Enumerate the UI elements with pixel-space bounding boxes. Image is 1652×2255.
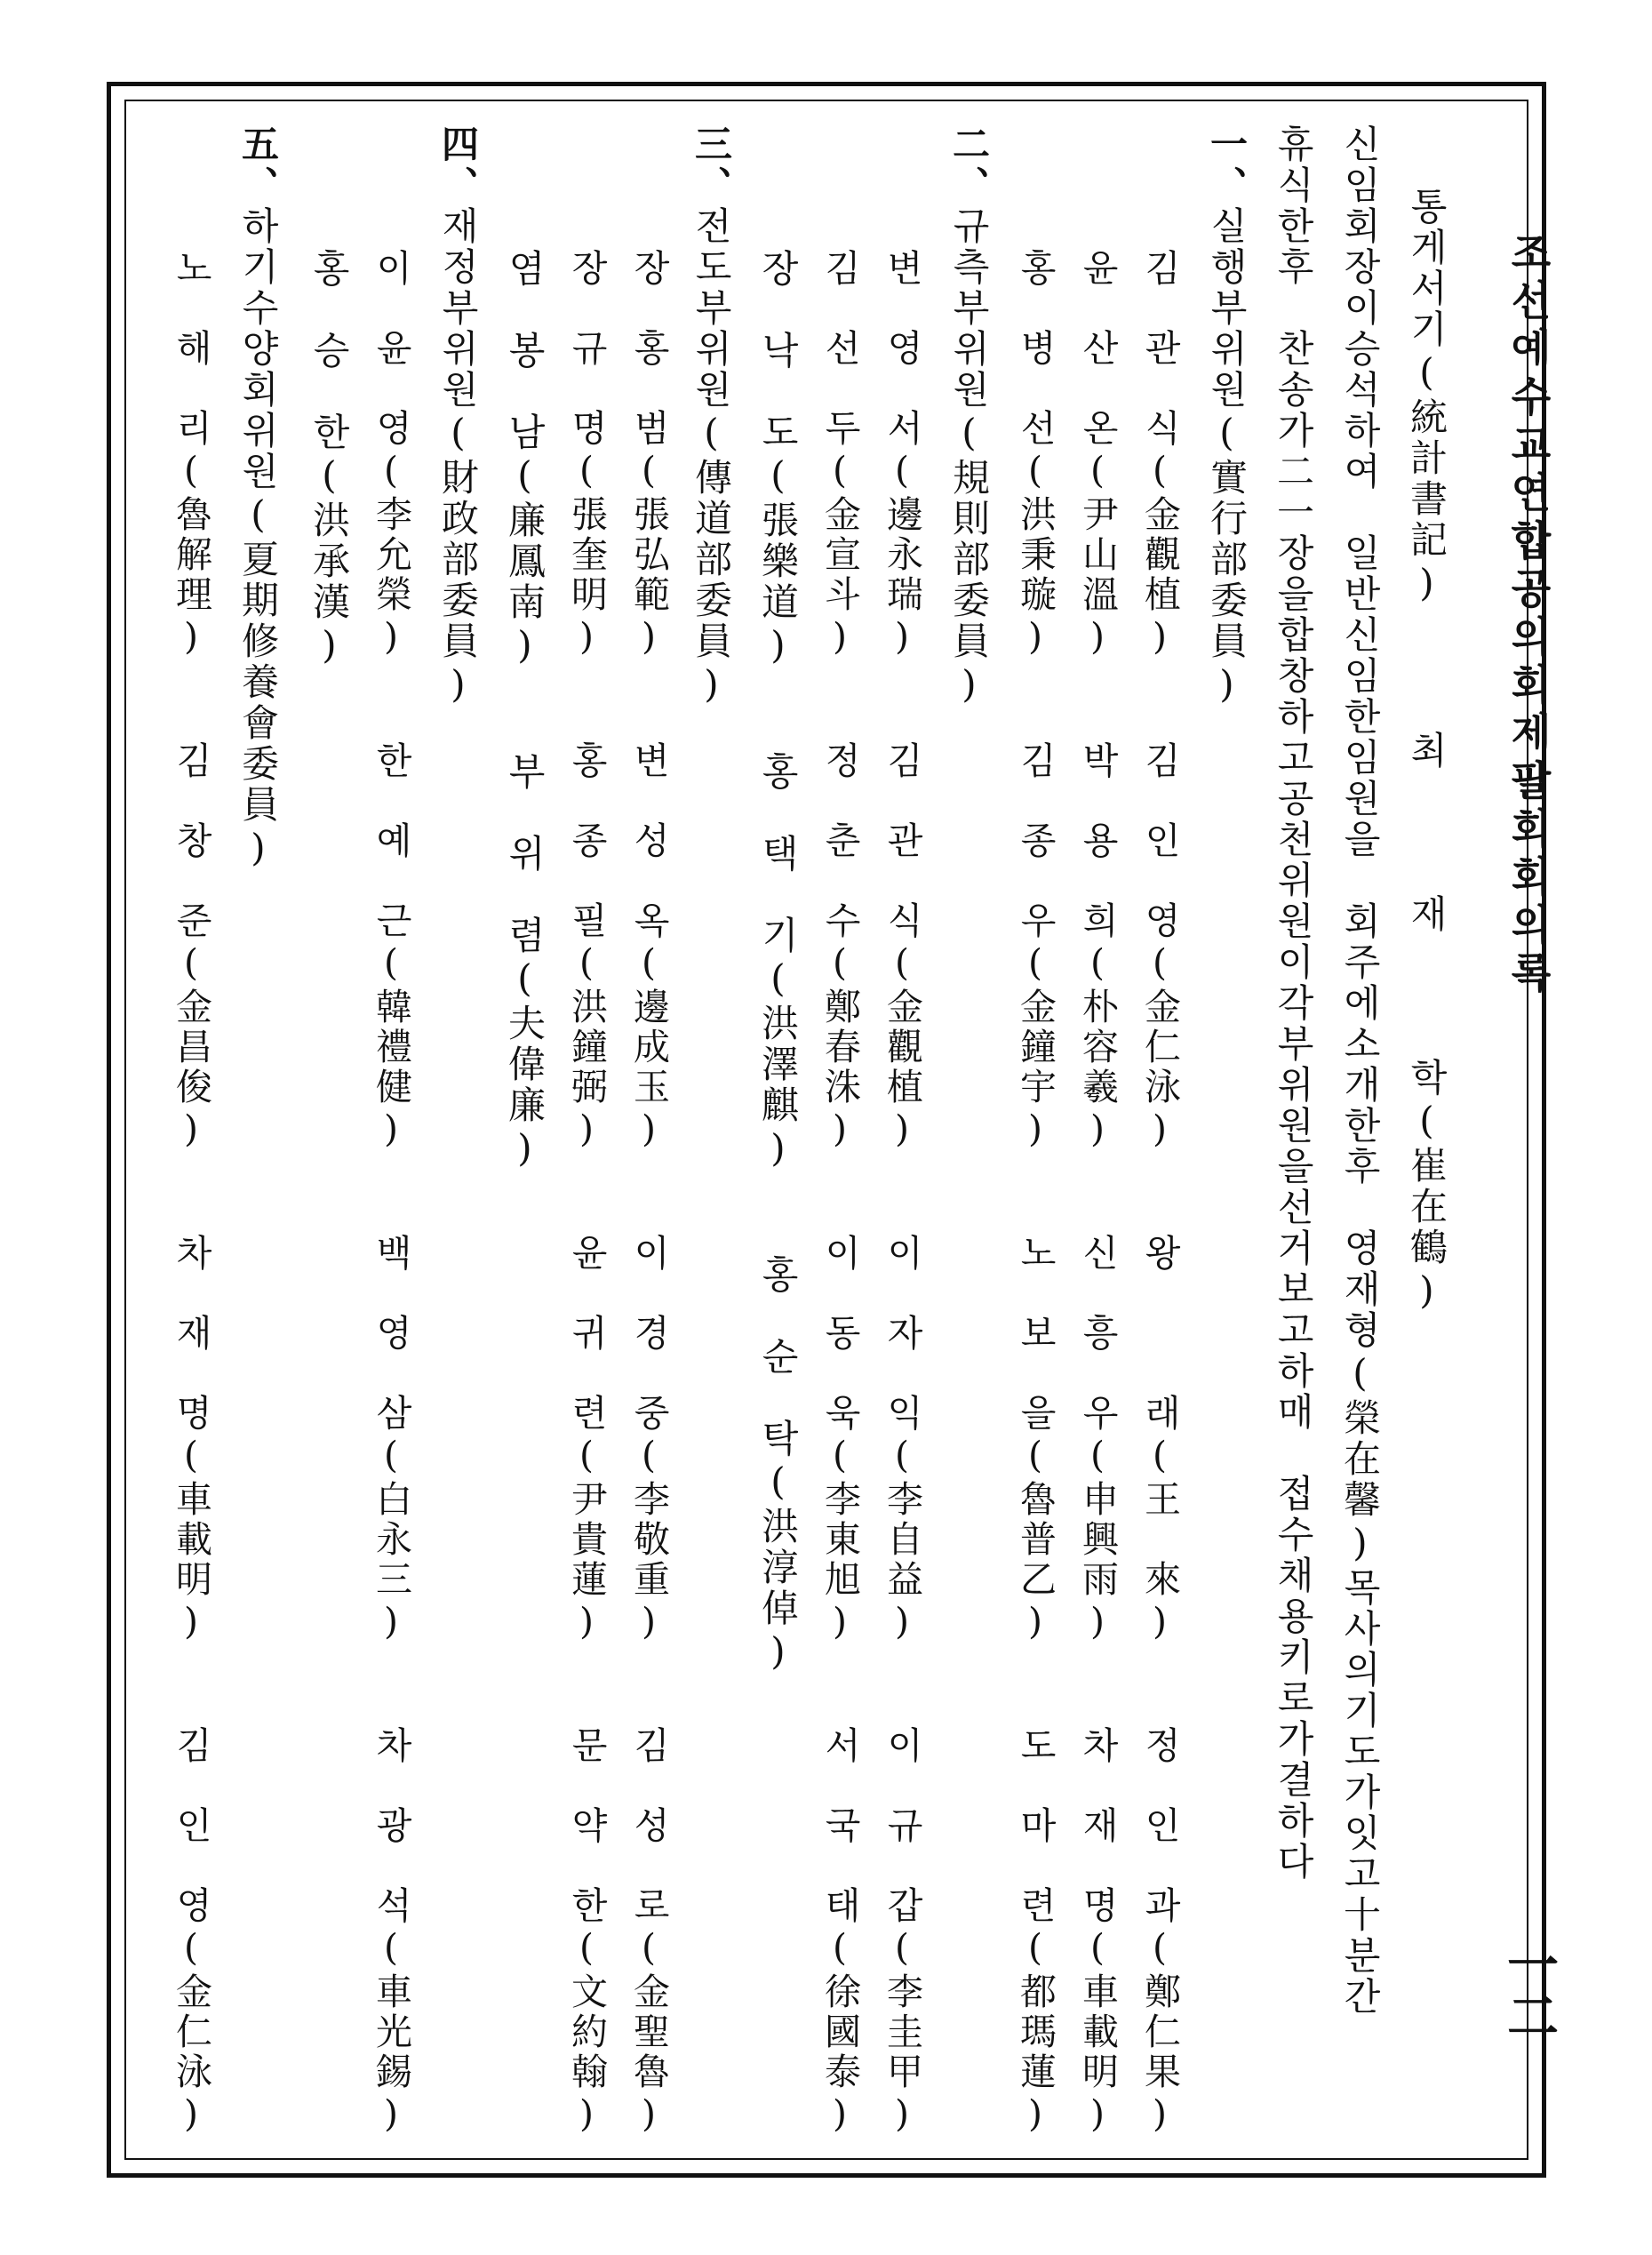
names-line-7: 장 홍 범(張弘範) 변 성 옥(邊成玉) 이 경 중(李敬重) 김 성 로(金聖魯) <box>627 249 670 2139</box>
names-line-2: 윤 산 온(尹山溫) 박 용 희(朴容羲) 신 흥 우(申興雨) 차 재 명(車載明) <box>1076 249 1119 2139</box>
names-line-9: 염 봉 남(廉鳳南) 부 위 렴(夫偉廉) <box>503 249 547 1173</box>
names-line-3: 홍 병 선(洪秉璇) 김 종 우(金鐘宇) 노 보 을(魯普乙) 도 마 련(都瑪蓮) <box>1014 249 1057 2139</box>
text-line-1: 통게서기(統計書記) 최 재 학(崔在鶴) <box>1405 187 1448 1315</box>
section-heading-4: 四、재정부위원(財政部委員) <box>436 124 480 709</box>
page-number: 一二 <box>1498 1938 1559 2041</box>
names-line-11: 홍 승 한(洪承漢) <box>307 249 351 670</box>
names-line-12: 노 해 리(魯解理) 김 창 준(金昌俊) 차 재 명(車載明) 김 인 영(金仁泳) <box>170 249 212 2139</box>
section-heading-3: 三、전도부위원(傳道部委員) <box>690 124 733 709</box>
text-line-2: 신임회장이승석하여 일반신임한임원을 회주에소개한후 영재형(榮在馨)목사의기도가잇고十분간 <box>1338 124 1382 2018</box>
names-line-8: 장 규 명(張奎明) 홍 종 필(洪鐘弼) 윤 귀 련(尹貴蓮) 문 약 한(文約翰) <box>565 249 608 2139</box>
running-title: 조선예수교연합공의회제팔회회의록 <box>1504 231 1552 999</box>
section-heading-1: 一、실행부위원(實行部委員) <box>1205 124 1249 709</box>
section-heading-5: 五、하기수양회위원(夏期修養會委員) <box>236 124 280 873</box>
section-heading-2: 二、규측부위원(規則部委員) <box>947 124 991 709</box>
names-line-5: 김 선 두(金宣斗) 정 춘 수(鄭春洙) 이 동 욱(李東旭) 서 국 태(徐國泰) <box>818 249 861 2139</box>
text-line-3: 휴식한후 찬송가二一장을합창하고공천위원이각부위원을선거보고하매 접수채용키로가결하다 <box>1272 124 1315 1883</box>
names-line-1: 김 관 식(金觀植) 김 인 영(金仁泳) 왕 래(王 來) 정 인 과(鄭仁果) <box>1138 249 1181 2139</box>
names-line-10: 이 윤 영(李允榮) 한 예 근(韓禮健) 백 영 삼(白永三) 차 광 석(車光錫) <box>370 249 412 2139</box>
names-line-4: 변 영 서(邊永瑞) 김 관 식(金觀植) 이 자 익(李自益) 이 규 갑(李圭甲) <box>881 249 923 2139</box>
names-line-6: 장 낙 도(張樂道) 홍 택 기(洪澤麒) 홍 순 탁(洪淳倬) <box>756 249 800 1676</box>
